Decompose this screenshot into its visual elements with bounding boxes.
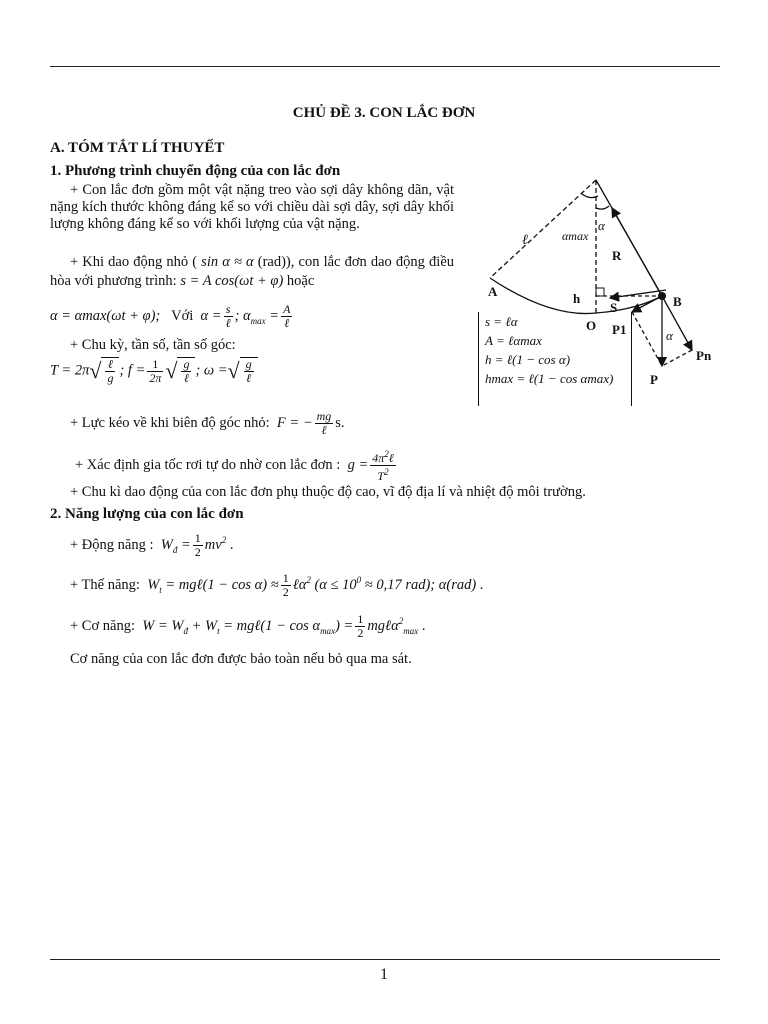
force-label: + Lực kéo về khi biên độ góc nhỏ: [70,414,270,431]
page-number: 1 [380,966,388,983]
label-l: ℓ [522,233,528,248]
header-rule [50,66,720,67]
label-O: O [586,318,597,333]
bob [658,292,666,300]
alpha-max-arc [582,194,598,198]
potential-energy-row: + Thế năng: $W_t$ = mgℓ(1 − cos α) ≈ $\frac{1}{2}$ ℓα$^2$ ($\alpha \le 10^0 \approx 0,17$ rad); α(rad) . [70,571,484,599]
paragraph-definition: + Con lắc đơn gồm một vật nặng treo vào sợi dây không dãn, vật nặng kích thước không đáng kể so với chiều dài sợi dây, sợi dây khối lượng không đáng kể so với khối lượng của vật nặng. [50,182,454,232]
label-B: B [673,294,682,309]
period-dependency: + Chu kì dao động của con lắc đơn phụ thuộc độ cao, vĩ độ địa lí và nhiệt độ môi trường. [70,484,586,500]
p2-text-a: + Khi dao động nhỏ ( [70,254,198,270]
gravity-label: + Xác định gia tốc rơi tự do nhờ con lắc đơn : [75,456,341,473]
equation-angle-row: α = αmax(ωt + φ); Với α = $\frac{s}{\text{ℓ}}$ ; $\alpha_{max}$ = $\frac{A}{\text{ℓ}}$ [50,302,291,330]
kinetic-energy-row: + Động năng : $W_đ$ = $\frac{1}{2}$ $mv^2$ . [70,531,234,559]
equation-angle: α = αmax(ωt + φ); [50,307,161,324]
label-alpha-2: α [666,328,673,343]
projection-1 [632,312,662,366]
p2-text-c: (rad)), con lắc đơn dao động điều hòa với phương trình: [50,254,455,289]
p2-sin-approx: sin α ≈ α [201,254,254,270]
box-line-3: h = ℓ(1 − cos α) [485,352,571,367]
label-A: A [488,284,498,299]
label-P1: P1 [612,322,627,337]
box-line-1: s = ℓα [485,314,518,329]
velocity-arrow [610,290,666,298]
label-alpha: α [598,218,605,233]
footer-rule [50,959,720,960]
period-label: + Chu kỳ, tần số, tần số góc: [70,337,236,353]
formula-box [478,312,632,406]
label-alpha-max: αmax [562,229,589,243]
mech-label: + Cơ năng: [70,617,135,634]
force-suffix: s. [335,414,345,431]
label-Pn: Pn [696,348,712,363]
restoring-force-row: + Lực kéo về khi biên độ góc nhỏ: F = − $\frac{mg}{\text{ℓ}}$ s. [70,409,345,437]
section-a-heading: A. TÓM TẮT LÍ THUYẾT [50,140,225,156]
potential-label: + Thế năng: [70,576,140,593]
box-line-4: hmax = ℓ(1 − cos αmax) [485,371,614,386]
subsection-1-heading: 1. Phương trình chuyển động của con lắc đơn [50,163,341,179]
p2-text-or: hoặc [286,273,315,289]
subsection-2-heading: 2. Năng lượng của con lắc đơn [50,506,244,522]
label-S: S [610,300,618,315]
with-label: Với [171,307,194,324]
conservation-note: Cơ năng của con lắc đơn được bảo toàn nếu bỏ qua ma sát. [70,651,412,667]
vector-P1 [632,296,662,312]
gravity-row: + Xác định gia tốc rơi tự do nhờ con lắc đơn : g = $\frac{4\pi^2\ell}{T^2}$ [75,449,394,483]
box-line-2: A = ℓαmax [485,333,542,348]
kinetic-label: + Động năng : [70,536,154,553]
projection-2 [662,350,692,366]
page-title: CHỦ ĐỀ 3. CON LẮC ĐƠN [292,105,476,121]
paragraph-small-oscillation [50,253,454,291]
equation-displacement: s = A cos(ωt + φ) [180,273,284,289]
alpha-arc [596,206,609,209]
label-P: P [650,372,658,387]
label-R: R [612,248,622,263]
mechanical-energy-row: + Cơ năng: $W = W_đ + W_t$ = mgℓ(1 − $\cos \alpha_{max}$) = $\frac{1}{2}$ mgℓα$^2_{max}$ . [70,612,426,640]
label-h: h [573,291,581,306]
right-angle-mark [596,288,604,296]
equation-period: T = 2π√ $\frac{\text{ℓ}}{g}$ ; f = $\frac{1}{2\pi}$ √ $\frac{g}{\text{ℓ}}$ ; ω =√ $\frac{g}{\text{ℓ}}$ [50,357,258,385]
